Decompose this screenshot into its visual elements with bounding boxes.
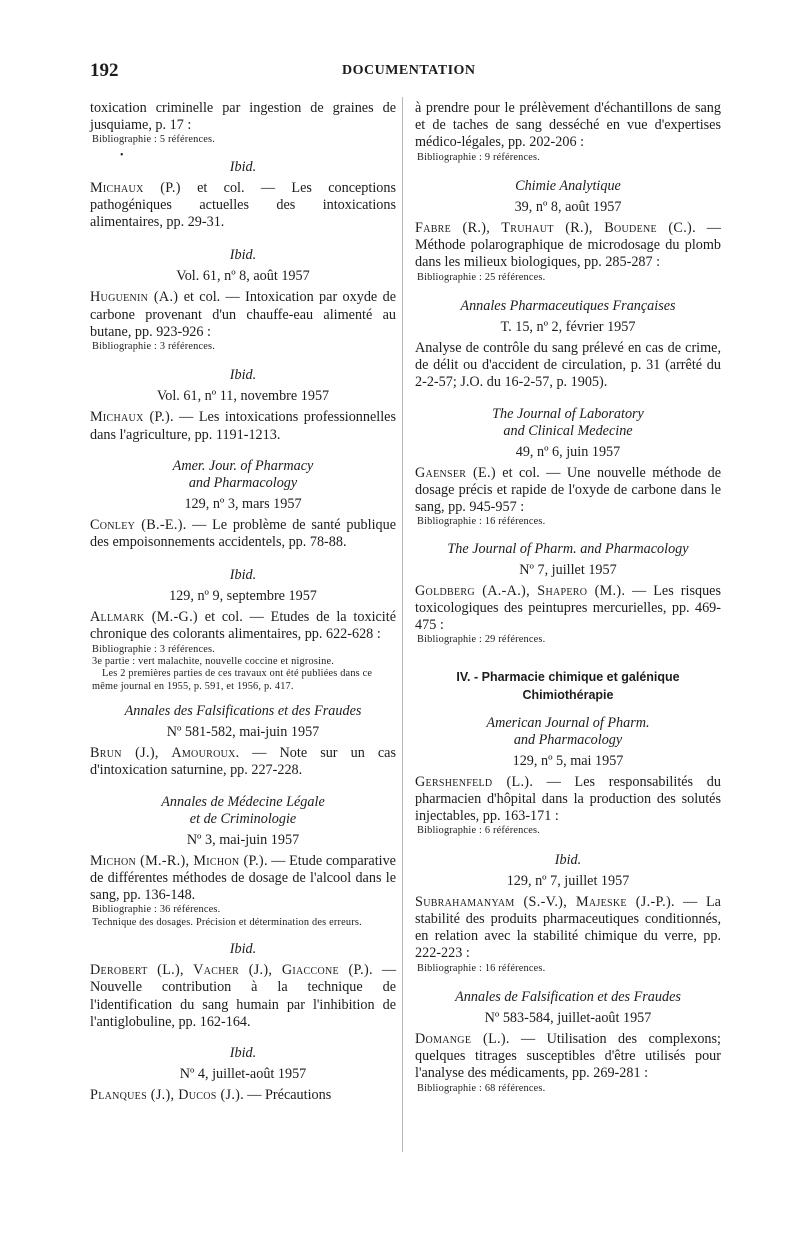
journal-title: Chimie Analytique xyxy=(515,178,621,195)
section-heading: IV. - Pharmacie chimique et galénique xyxy=(456,669,680,684)
entry-text: et col. — Etudes de la toxicité chronique des colorants alimentaires, pp. 622-628 : xyxy=(90,609,396,643)
entry xyxy=(90,745,396,779)
entry xyxy=(415,465,721,517)
journal-title: Ibid. xyxy=(229,567,257,584)
note-line: Les 2 premières parties de ces travaux ont été publiées dans ce même journal en 1955, p. 591, et 1956, p. 417. xyxy=(92,668,373,692)
entry-text: . — Nouvelle contribution à la technique de l'identification du sang humain par l'inhibition de l'antiglobuline, pp. 162-164. xyxy=(90,962,396,1030)
bibliography-note: Bibliographie : 25 références. xyxy=(417,271,546,283)
entry-text: Analyse de contrôle du sang prélevé en cas de crime, de délit ou d'accident de circulation, p. 31 (arrêté du 2-2-57; J.O. du 16-2-57, p. 1905). xyxy=(415,340,721,391)
journal-title-cont: and Clinical Medecine xyxy=(503,422,633,439)
page-number: 192 xyxy=(90,60,119,81)
entry xyxy=(90,180,396,232)
entry xyxy=(90,962,396,1031)
entry-author: Gershenfeld (L.) xyxy=(415,773,530,790)
entry xyxy=(90,853,396,905)
running-title: DOCUMENTATION xyxy=(342,63,476,78)
journal-title: Ibid. xyxy=(229,1044,257,1061)
entry xyxy=(90,1087,396,1104)
entry-text: et col. — Une nouvelle méthode de dosage précis et rapide de l'oxyde de carbone dans le sang, pp. 945-957 : xyxy=(415,464,721,516)
issue-heading: 129, nº 9, septembre 1957 xyxy=(169,588,317,605)
entry-text: . — Note sur un cas d'intoxication saturnine, pp. 227-228. xyxy=(90,745,396,779)
journal-title: Ibid. xyxy=(554,851,582,868)
issue-heading: Vol. 61, nº 11, novembre 1957 xyxy=(156,388,330,405)
journal-title: The Journal of Laboratory xyxy=(492,405,644,422)
journal-title-cont: and Pharmacology xyxy=(513,731,623,748)
entry xyxy=(415,583,721,635)
issue-heading: Nº 3, mai-juin 1957 xyxy=(186,831,300,848)
entry xyxy=(90,409,396,443)
issue-heading: T. 15, nº 2, février 1957 xyxy=(500,319,636,336)
bibliography-note: Bibliographie : 9 références. xyxy=(417,151,541,163)
entry xyxy=(90,517,396,551)
entry-author: Brun (J.), Amouroux xyxy=(90,745,236,762)
entry-text: . — Utilisation des complexons; quelques titrages susceptibles d'être utilisés pour l'analyse des médicaments, pp. 269-281 : xyxy=(415,1030,721,1082)
entry xyxy=(90,100,396,134)
issue-heading: Nº 583-584, juillet-août 1957 xyxy=(484,1009,652,1026)
issue-heading: 49, nº 6, juin 1957 xyxy=(515,443,621,460)
section-subheading: Chimiothérapie xyxy=(522,687,614,702)
entry xyxy=(415,1031,721,1083)
bibliography-note: Bibliographie : 5 références. xyxy=(92,134,216,146)
entry-author: Planques (J.), Ducos (J.) xyxy=(90,1086,241,1103)
entry-author: Subrahamanyam (S.-V.), Majeske (J.-P.) xyxy=(415,893,671,910)
entry xyxy=(415,774,721,826)
bibliography-note: Bibliographie : 36 références. xyxy=(92,904,221,916)
entry-author: Michaux (P.) xyxy=(90,179,181,196)
journal-title: Ibid. xyxy=(229,367,257,384)
entry-text: à prendre pour le prélèvement d'échantillons de sang et de taches de sang desséché en vue d'expertises médico-légales, pp. 202-206 : xyxy=(415,100,721,151)
journal-title: American Journal of Pharm. xyxy=(486,714,650,731)
entry xyxy=(415,340,721,392)
entry xyxy=(90,289,396,341)
bullet-mark: • xyxy=(120,150,124,161)
note-line: 3e partie : vert malachite, nouvelle coccine et nigrosine. xyxy=(92,656,335,668)
entry xyxy=(415,100,721,152)
issue-heading: 129, nº 5, mai 1957 xyxy=(512,752,624,769)
issue-heading: Nº 581-582, mai-juin 1957 xyxy=(166,724,320,741)
entry xyxy=(415,220,721,272)
issue-heading: Vol. 61, nº 8, août 1957 xyxy=(176,268,310,285)
bibliography-note: Bibliographie : 16 références. xyxy=(417,962,546,974)
entry-author: Fabre (R.), Truhaut (R.), Boudene (C.) xyxy=(415,220,693,237)
bibliography-note: Bibliographie : 29 références. xyxy=(417,634,546,646)
entry-text: et col. — Les conceptions pathogéniques actuelles des intoxications alimentaires, pp. 29-31. xyxy=(90,179,396,231)
issue-heading: Nº 4, juillet-août 1957 xyxy=(179,1065,307,1082)
right-column xyxy=(415,100,721,1095)
entry-text: et col. — Intoxication par oxyde de carbone provenant d'un chauffe-eau alimenté au butane, pp. 923-926 : xyxy=(90,289,396,340)
issue-heading: 129, nº 7, juillet 1957 xyxy=(506,872,630,889)
bibliography-note: Bibliographie : 3 références. xyxy=(92,341,216,353)
entry-author: Goldberg (A.-A.), Shapero (M.) xyxy=(415,582,622,599)
journal-title-cont: et de Criminologie xyxy=(189,810,297,827)
entry-text: . — Etude comparative de différentes méthodes de dosage de l'alcool dans le sang, pp. 136-148. xyxy=(90,852,396,904)
entry-author: Allmark (M.-G.) xyxy=(90,609,198,626)
entry-text: . — Le problème de santé publique des empoisonnements accidentels, pp. 78-88. xyxy=(90,516,396,551)
journal-title: Ibid. xyxy=(229,941,257,958)
entry-author: Huguenin (A.) xyxy=(90,289,179,306)
issue-heading: 129, nº 3, mars 1957 xyxy=(184,495,302,512)
entry-text: . — La stabilité des produits pharmaceutiques conditionnés, en relation avec la stabilité chimique du verre, pp. 222-223 : xyxy=(415,893,721,962)
journal-title: Annales Pharmaceutiques Françaises xyxy=(460,298,676,315)
entry-text: . — Les responsabilités du pharmacien d'hôpital dans la production des solutés injectables, pp. 163-171 : xyxy=(415,773,721,825)
entry-text: . — Les risques toxicologiques des peintupres mercurielles, pp. 469-475 : xyxy=(415,582,721,634)
bibliography-note: Bibliographie : 3 références. xyxy=(92,643,216,655)
entry-text: . — Méthode polarographique de microdosage du plomb dans les milieux biologiques, pp. 285-287 : xyxy=(415,220,721,271)
entry-author: Domange (L.) xyxy=(415,1030,506,1047)
journal-title: Ibid. xyxy=(229,247,257,264)
journal-title: Amer. Jour. of Pharmacy xyxy=(172,457,314,474)
left-column xyxy=(90,100,396,1104)
entry-text: . — Les intoxications professionnelles dans l'agriculture, pp. 1191-1213. xyxy=(90,409,396,443)
journal-title: Annales de Falsification et des Fraudes xyxy=(455,988,681,1005)
entry-text: . — Précautions xyxy=(240,1086,332,1103)
note-line: Technique des dosages. Précision et détermination des erreurs. xyxy=(92,916,362,928)
column-divider xyxy=(402,97,403,1152)
entry-author: Michaux (P.) xyxy=(90,409,170,426)
entry xyxy=(415,894,721,963)
entry-text: toxication criminelle par ingestion de graines de jusquiame, p. 17 : xyxy=(90,100,396,134)
bibliography-note: Bibliographie : 6 références. xyxy=(417,825,541,837)
journal-title: Annales des Falsifications et des Fraudes xyxy=(124,703,362,720)
journal-title: Annales de Médecine Légale xyxy=(161,793,325,810)
issue-heading: Nº 7, juillet 1957 xyxy=(519,561,617,578)
entry-author: Conley (B.-E.) xyxy=(90,516,183,533)
entry xyxy=(90,609,396,643)
bibliography-note: Bibliographie : 68 références. xyxy=(417,1082,546,1094)
journal-title: The Journal of Pharm. and Pharmacology xyxy=(447,540,689,557)
journal-title-cont: and Pharmacology xyxy=(188,474,298,491)
entry-author: Gaenser (E.) xyxy=(415,464,496,481)
bibliography-note: Bibliographie : 16 références. xyxy=(417,516,546,528)
entry-author: Derobert (L.), Vacher (J.), Giaccone (P.) xyxy=(90,962,369,979)
entry-author: Michon (M.-R.), Michon (P.) xyxy=(90,852,264,869)
issue-heading: 39, nº 8, août 1957 xyxy=(514,199,622,216)
journal-title: Ibid. xyxy=(229,158,257,175)
